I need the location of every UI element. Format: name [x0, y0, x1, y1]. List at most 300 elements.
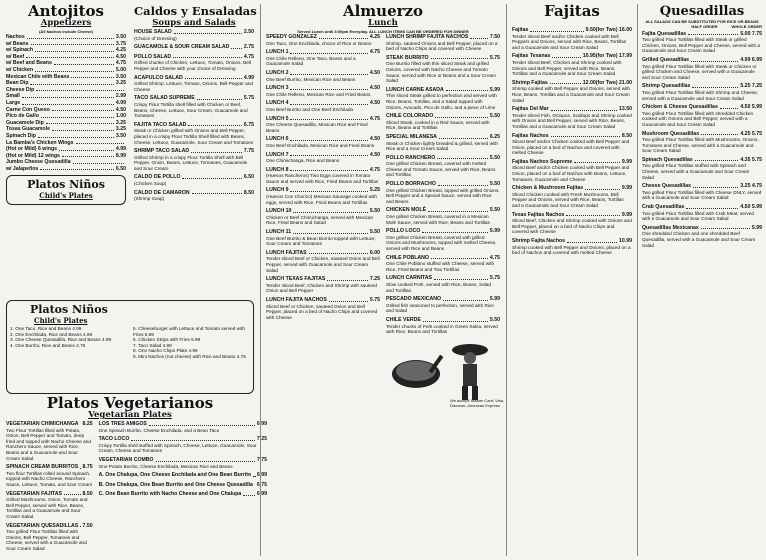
item-description: One Beef Burrito and One Beef Enchilada	[266, 106, 354, 112]
item-name: LUNCH CARNE ASADA	[386, 86, 444, 93]
leader-dots	[443, 296, 488, 301]
leader-dots	[585, 185, 620, 190]
quesadillas-header	[642, 24, 762, 31]
item-description: Two grilled Flour Tortillas filled with shredded Chicken cooked with Onions and Bell Pepper, served with a Guacamole and Sour Cream Salad	[642, 110, 754, 127]
menu-item	[642, 31, 762, 54]
menu-item-row	[266, 49, 380, 56]
menu-item	[134, 54, 254, 72]
leader-dots	[431, 255, 488, 260]
item-price: 4.99	[115, 99, 126, 106]
menu-item-row	[512, 238, 632, 245]
item-name: Tosas Guacamole	[6, 126, 51, 133]
item-price: 6.99	[256, 421, 267, 427]
menu-item-row	[266, 276, 380, 283]
item-name: Jumbo Cheese Quesadilla	[6, 159, 71, 166]
item-price: 4.50	[369, 100, 380, 107]
leader-dots	[76, 140, 125, 145]
menu-item	[99, 436, 267, 454]
item-description: Two Flour Tortillas filled with Potato, Onion, Bell Pepper and Tomato, deep fried and topped with Nacho Cheese and Ranchero Sauce, served with Rice, Beans and a Guacamole and Sour Cream Salad	[6, 427, 91, 461]
item-description: One shredded Chicken and one shredded Beef Quesadilla, served with a Guacamole and Sour Cream Salad	[642, 231, 756, 248]
leader-dots	[290, 167, 367, 172]
item-name: LUNCH CARNITAS	[386, 275, 433, 282]
item-price: 6.50	[243, 174, 254, 181]
item-description: Tender chucks of Pork cooked in Green Salsa, served with Rice, Beans and Tortillas	[386, 323, 498, 335]
leader-dots	[35, 47, 114, 52]
leader-dots	[46, 120, 114, 125]
ninos-heading: Platos Niños	[30, 303, 108, 316]
menu-item	[266, 297, 380, 320]
menu-item-row	[642, 225, 762, 232]
item-price: 4.35 5.75	[740, 156, 762, 163]
item-description: Grilled Shrimp, Lettuce, Tomato, Onions, Bell Pepper and Cheese	[134, 81, 253, 92]
divider-2	[506, 4, 507, 556]
item-name: Fajitas	[512, 27, 529, 33]
item-description: Two grilled Flour Tortillas filled with Cheese ONLY, served with a Guacamole and Sour Cream Salad	[642, 189, 762, 201]
item-name: LUNCH 1	[266, 49, 289, 56]
item-price: 4.75	[489, 254, 500, 261]
item-price: 4.50	[369, 85, 380, 92]
fajitas-list	[512, 27, 632, 256]
item-description: Tender sliced Fish, Octopus, Scallops and Shrimp cooked with Onions and Bell Pepper, served with Rice, Beans, Tortillas and a Guacamole and Sour Cream Salad	[512, 112, 632, 129]
menu-item-row	[134, 75, 254, 82]
leader-dots	[293, 208, 368, 213]
item-description: Crispy Tortilla shell stuffed with Spinach, Cheese, Lettuce, Guacamole, Sour Cream, Cheese and Tomatoes	[98, 442, 257, 454]
item-price: 5.25	[369, 187, 380, 194]
item-price: 4.99	[115, 146, 126, 153]
leader-dots	[701, 131, 738, 136]
menu-item	[512, 106, 632, 129]
item-price: 5.75	[369, 296, 380, 303]
menu-item-row	[266, 229, 380, 236]
menu-item	[642, 225, 762, 248]
item-description: (Huevos Rancheros) Two Eggs covered in Tomato Sauce and served with Rice, Fried Beans and Tortillas	[266, 173, 379, 184]
item-description: Thin sliced Steak grilled to perfection and served with Rice, Beans, Tortillas, and a Salad topped with Onions, Avocado, Pico de Gallo, and a piece of Lime	[386, 93, 497, 110]
vegetarianos-subtitle: Vegetarian Plates	[88, 410, 172, 420]
leader-dots	[173, 54, 242, 59]
item-name: (Hot or Mild) 12 wings	[6, 152, 60, 159]
item-description: Sliced Beef, Chicken and Shrimp cooked with Onions and Bell Pepper, placed on a bed of Nacho Chips and covered with Cheese	[512, 218, 632, 235]
item-price: 5.50	[489, 113, 500, 120]
leader-dots	[567, 238, 617, 243]
item-name: Mushroom Quesadillas	[642, 130, 700, 137]
menu-item-row	[6, 464, 93, 471]
item-price: 8.25	[82, 421, 93, 427]
menu-item	[134, 95, 254, 118]
item-price: 5.99	[489, 296, 500, 303]
antojito-row	[6, 153, 126, 160]
menu-item	[266, 187, 380, 205]
mariachi-figure-icon	[450, 340, 490, 402]
menu-item	[99, 457, 267, 469]
item-price: 4.75	[369, 166, 380, 173]
item-description: One Spinach Burrito, Cheese Enchilada, and a Bean Taco	[98, 427, 220, 433]
item-name: Carne Con Queso	[6, 106, 50, 113]
almuerzo-right-list	[386, 34, 500, 335]
item-price: 8.50	[82, 490, 93, 497]
item-name: Fajitas Texanas	[512, 53, 551, 60]
item-price: 6.99	[256, 491, 267, 498]
menu-item-row	[642, 104, 762, 111]
ninos-box	[6, 175, 126, 205]
leader-dots	[290, 100, 367, 105]
leader-dots	[27, 34, 114, 39]
item-description: Tender sliced Beef, Chicken and Shrimp cooked with Onions and Bell Pepper, served with Rice, Beans, Tortillas and a Guacamole and Sour Cream Salad	[512, 59, 622, 77]
menu-item-row	[266, 85, 380, 92]
item-description: One Chile Poblano stuffed with Cheese, served with Rice, Fried Beans and Two Tortillas	[386, 261, 495, 272]
kids-item: 2. One Enchilada, Rice and Beans 4.99	[10, 331, 93, 337]
item-price: 4.50 5.99	[740, 104, 762, 111]
leader-dots	[693, 183, 738, 188]
menu-item	[134, 148, 254, 171]
item-description: One Cheese Quesadilla, Mexican Rice and Fried Beans	[266, 122, 368, 133]
item-name: Chicken & Mushroom Fajitas	[512, 185, 584, 192]
item-name: w/ Chicken	[6, 66, 34, 73]
menu-item	[99, 482, 267, 489]
menu-item	[266, 276, 380, 294]
kids-item: 6. Chicken Strips with Fries 5.99	[133, 337, 201, 343]
leader-dots	[26, 54, 114, 59]
ensaladas-subtitle: Soups and Salads	[152, 18, 236, 28]
antojito-row	[6, 146, 126, 153]
quesadillas-section	[638, 4, 766, 558]
menu-item	[386, 155, 500, 178]
kids-item: 5. Cheeseburger with Lettuce and Tomato served with Fries 5.99	[133, 326, 245, 337]
item-price: 3.25	[115, 119, 126, 126]
quesadillas-note: ALL SALADS CAN BE SUBSTITUTED FOR RICE OR BEANS	[645, 19, 759, 24]
item-price: 5.50	[489, 154, 500, 161]
menu-item	[642, 131, 762, 154]
menu-item-row	[134, 190, 254, 197]
menu-item	[642, 183, 762, 201]
leader-dots	[191, 148, 242, 153]
menu-item-row	[266, 250, 380, 257]
quesadillas-title: Quesadillas	[659, 4, 745, 19]
menu-item	[386, 134, 500, 152]
item-price: 5.00	[115, 66, 126, 73]
item-name: Guacamole Dip	[6, 119, 44, 126]
item-price: 13.50	[619, 106, 632, 113]
item-name: Shrimp Fajitas	[512, 79, 548, 86]
item-price: 2.50	[243, 29, 254, 35]
item-name: LUNCH 2	[266, 69, 289, 76]
item-price: 5.75	[489, 275, 500, 282]
item-name: Spinach Quesadillas	[642, 156, 693, 163]
leader-dots	[62, 153, 114, 158]
kids-item: 4. One Burrito, Rice and Beans 4.75	[10, 342, 86, 348]
menu-item	[512, 53, 632, 76]
antojito-row	[6, 107, 126, 114]
item-name: B. One Chalupa, One Bean Burrito and One Cheese Quesadilla	[98, 481, 253, 488]
menu-item-row	[134, 54, 254, 61]
item-name: Small	[6, 93, 20, 100]
leader-dots	[174, 29, 242, 34]
leader-dots	[446, 87, 488, 92]
menu-item	[134, 122, 254, 145]
menu-item	[134, 29, 254, 41]
item-price: 5.99	[489, 228, 500, 235]
antojito-row	[6, 140, 126, 147]
item-name: POLLO BORRACHO	[386, 181, 436, 188]
item-price: 9.99	[621, 158, 632, 165]
menu-item	[266, 208, 380, 226]
menu-item-row	[642, 204, 762, 211]
leader-dots	[439, 134, 488, 139]
menu-item	[266, 136, 380, 148]
leader-dots	[309, 250, 368, 255]
menu-item	[134, 75, 254, 93]
leader-dots	[720, 104, 739, 109]
item-description: (Huevos Con Chorizo) Mexican Sausage cooked with eggs, served with Rice, Fried Beans and Tortillas	[266, 194, 377, 205]
leader-dots	[71, 74, 113, 79]
item-name: CHILE COLORADO	[386, 113, 434, 120]
item-price: 3.50	[115, 132, 126, 139]
leader-dots	[566, 212, 620, 217]
menu-item-row	[512, 185, 632, 192]
item-description: Two grilled Flour Tortillas filled with Steak or grilled Chicken, Onions, Bell Pepper and Cheese, served with a Guacamole and Sour Cream Salad	[642, 37, 761, 54]
item-name: LOS TRES AMIGOS	[98, 421, 147, 427]
menu-item-row	[386, 181, 500, 188]
item-price: 3.50	[115, 34, 126, 40]
item-description: Two grilled Flour Tortillas filled with Steak or Chicken or grilled Chicken and Cheese, served with a Guacamole and Sour Cream Salad	[642, 63, 757, 80]
item-price: 5.99	[751, 224, 762, 231]
leader-dots	[290, 152, 367, 157]
kids-item: 8. One Nacho Chips Plate 4.99	[133, 348, 198, 354]
item-name: LUNCH 8	[266, 166, 289, 173]
menu-item	[266, 70, 380, 82]
item-price: 4.50	[369, 69, 380, 76]
menu-item-row	[99, 472, 267, 479]
menu-item-row	[6, 523, 93, 530]
menu-item-row	[386, 155, 500, 162]
leader-dots	[30, 80, 113, 85]
menu-item	[6, 523, 93, 552]
item-description: Sliced Beef and/or Chicken cooked with Bell Pepper and Onion, placed on a bed of Nachos with Beans, Lettuce, Tomatoes, Guacamole and Cheese	[512, 165, 630, 182]
item-name: Large	[6, 99, 21, 106]
antojitos-note: (All Nachos include Cheese)	[39, 29, 93, 34]
item-description: Steak or Chicken lightly breaded & grilled, served with Rice and a Sour Cream Salad	[386, 140, 499, 152]
item-price: 10.99	[619, 238, 632, 244]
item-name: Mexican Chile with Beans	[6, 73, 70, 80]
menu-item-row	[386, 87, 500, 94]
menu-item	[386, 296, 500, 314]
antojito-row	[6, 100, 126, 107]
menu-item-row	[266, 187, 380, 194]
item-name: Cheese Dip	[6, 86, 35, 93]
item-price: 4.99 6.99	[740, 56, 762, 63]
menu-item	[134, 44, 254, 51]
item-name: LUNCH 5	[266, 115, 289, 122]
item-name: HOUSE SALAD	[134, 29, 172, 35]
menu-item	[386, 207, 500, 225]
leader-dots	[36, 87, 124, 92]
menu-item	[99, 472, 267, 479]
menu-item-row	[512, 106, 632, 113]
item-name: LUNCH 4	[266, 100, 289, 107]
item-price: 4.50	[369, 136, 380, 143]
leader-dots	[550, 80, 581, 85]
item-price: 6.00	[369, 249, 380, 256]
item-price: 5.50	[369, 229, 380, 236]
item-price: 6.75	[243, 121, 254, 128]
item-price: 4.50	[369, 151, 380, 158]
menu-item	[386, 181, 500, 204]
item-name: La Bamba's Chicken Wings	[6, 139, 74, 146]
item-price: 5.99	[489, 86, 500, 93]
item-description: One Chile Relleno, One Taco, Beans and a Guacamole Salad	[266, 55, 356, 67]
leader-dots	[156, 457, 255, 462]
item-name: VEGETARIAN QUESADILLAS	[6, 522, 79, 529]
item-name: SPEEDY GONZALEZ	[266, 34, 317, 40]
item-name: Crab Quesadillas	[642, 204, 685, 211]
kids-item: 3. One Cheese Quesadilla, Rice and Beans 4.99	[10, 337, 112, 343]
ensaladas-section	[130, 4, 258, 300]
item-name: Texas Fajitas Nachos	[512, 211, 565, 218]
menu-item	[266, 49, 380, 67]
menu-item	[6, 464, 93, 487]
leader-dots	[40, 166, 114, 171]
item-description: One Burrito filled with thin sliced Steak and grilled Onions, covered with Nacho Cheese and Tomato Sauce, served with Rice or Beans and a Sour Cream Salad	[386, 61, 496, 84]
item-name: STEAK BURRITO	[386, 54, 429, 61]
leader-dots	[73, 159, 124, 164]
almuerzo-section	[262, 4, 504, 558]
menu-item	[512, 133, 632, 156]
item-price: 6.50	[115, 165, 126, 172]
menu-item	[386, 275, 500, 293]
item-name: LUNCH 7	[266, 151, 289, 158]
item-name: LUNCH 9	[266, 187, 289, 194]
menu-item-row	[386, 255, 500, 262]
item-description: Shrimp, sauteed Onions and Bell Pepper, placed on a bed of Nacho Chips and covered with Cheese	[386, 40, 498, 52]
fajita-skillet-icon	[388, 340, 448, 400]
item-name: POLLO LOCO	[386, 228, 421, 235]
menu-item-row	[134, 122, 254, 129]
item-name: Bean Dip	[6, 80, 29, 87]
item-description: Two grilled Flour Tortillas stuffed with Spinach and Cheese, served with a Guacamole and Sour Cream Salad	[642, 163, 750, 180]
item-price: 6.99	[256, 472, 267, 479]
leader-dots	[54, 60, 114, 65]
antojito-row	[6, 47, 126, 54]
item-price: 4.50	[115, 53, 126, 60]
menu-item-row	[6, 421, 93, 428]
leader-dots	[428, 207, 488, 212]
antojito-row	[6, 93, 126, 100]
antojito-row	[6, 54, 126, 61]
antojito-row	[6, 41, 126, 48]
menu-item-row	[386, 34, 500, 41]
leader-dots	[686, 204, 738, 209]
item-description: Crispy Flour Tortilla shell filled with Chicken or Beef, Beans, Cheese, Lettuce, Sour Cream, Guacamole and Tomatoes	[134, 101, 248, 119]
leader-dots	[431, 55, 488, 60]
item-name: LUNCH 3	[266, 85, 289, 92]
menu-item	[266, 250, 380, 273]
item-name: Nachos	[6, 34, 25, 40]
item-price: 5.50	[369, 208, 380, 215]
menu-item	[512, 27, 632, 50]
menu-item-row	[266, 136, 380, 143]
ninos-title: Platos Niños	[27, 178, 105, 192]
item-price: 6.75	[256, 481, 267, 488]
menu-item-row	[266, 70, 380, 77]
item-name: LUNCH SHRIMP FAJITA NACHOS	[386, 34, 469, 40]
menu-item-row	[386, 296, 500, 303]
item-description: One grilled Chicken Breast, topped with grilled Onions, Bell Pepper and a Special Sauce, served with Rice and Beans	[386, 187, 500, 204]
menu-item-row	[134, 174, 254, 181]
ninos-right-list	[133, 326, 250, 360]
leader-dots	[59, 146, 114, 151]
leader-dots	[692, 83, 738, 88]
item-name: LUNCH TEXAS FAJITAS	[266, 276, 326, 283]
quesadillas-list	[642, 31, 762, 249]
item-price: 5.50	[489, 181, 500, 188]
item-name: Spinach Dip	[6, 132, 36, 139]
item-description: One Beef Burrito & Bean Burrito topped with Lettuce, Sour Cream and Tomatoes	[266, 235, 376, 247]
ensaladas-list	[134, 29, 254, 202]
item-price: 5.75	[243, 95, 254, 102]
menu-item-row	[642, 157, 762, 164]
item-description: Slow cooked Pork, served with Rice, Beans, Salad and Tortillas	[386, 281, 491, 293]
item-description: One Beef Burrito, Mexican Rice and Beans	[266, 76, 356, 82]
item-name: VEGETARIAN CHIMICHANGA	[6, 421, 79, 427]
item-price: 9.99	[621, 211, 632, 218]
menu-item-row	[512, 53, 632, 60]
leader-dots	[435, 113, 488, 118]
vegetarianos-left-list	[6, 421, 93, 554]
menu-item	[642, 57, 762, 80]
leader-dots	[422, 228, 488, 233]
menu-item	[512, 159, 632, 182]
item-name: (Hot or Mild) 6 wings	[6, 146, 58, 153]
item-description: (Chicken Soup)	[134, 181, 167, 187]
item-name: GUACAMOLE & SOUR CREAM SALAD	[134, 44, 230, 51]
item-description: Two grilled Flour Tortillas filled with Shrimp and Cheese, served with a Guacamole and Sour Cream Salad	[642, 89, 759, 101]
menu-item	[134, 190, 254, 202]
item-name: w/ Spinach	[6, 47, 34, 54]
item-price: 8.75	[82, 464, 93, 471]
item-price: 4.99	[243, 74, 254, 81]
item-description: Grilled fish seasoned to perfection, served with Rice and Salad	[386, 302, 494, 314]
item-description: Sliced Chicken cooked with Fresh Mushrooms, Bell Pepper and Onions, served with Rice, Beans, Tortillas and a Guacamole and Sour Cream Salad	[512, 191, 624, 209]
antojito-row	[6, 60, 126, 67]
leader-dots	[149, 421, 255, 426]
menu-item	[99, 421, 267, 433]
item-description: One grilled Chicken Breast, covered in a Mexican Molé Sauce, served with Rice, Beans and Tortillas	[386, 214, 490, 225]
leader-dots	[231, 44, 241, 49]
item-name: SPINACH CREAM BURRITOS	[6, 464, 79, 471]
item-name: ACAPULCO SALAD	[134, 74, 183, 81]
menu-item-row	[134, 148, 254, 155]
menu-item-row	[386, 134, 500, 141]
menu-item-row	[386, 317, 500, 324]
menu-item-row	[386, 113, 500, 120]
item-name: Shrimp Fajita Nachos	[512, 238, 566, 244]
menu-item-row	[266, 100, 380, 107]
item-name: Quesadillas Mexicanas	[642, 224, 699, 231]
item-name: CHILE POBLANO	[386, 254, 429, 261]
leader-dots	[530, 27, 583, 32]
antojito-row	[6, 120, 126, 127]
item-name: C. One Bean Burrito with Nacho Cheese and One Chalupa	[98, 491, 242, 498]
item-price: 9.50	[585, 27, 596, 33]
antojito-row	[6, 67, 126, 74]
item-description: One Beef Enchilada, Mexican Rice and Fried Beans	[266, 142, 375, 148]
item-name: LUNCH 10	[266, 208, 292, 215]
item-price: 5.50	[489, 207, 500, 214]
item-price: 5.25 7.25	[740, 83, 762, 90]
item-name: TACO LOCO	[98, 436, 130, 443]
menu-item	[266, 152, 380, 164]
item-price: 3.25	[115, 80, 126, 87]
item-description: One Taco, One Enchilada, choice of Rice or Beans	[266, 40, 372, 46]
